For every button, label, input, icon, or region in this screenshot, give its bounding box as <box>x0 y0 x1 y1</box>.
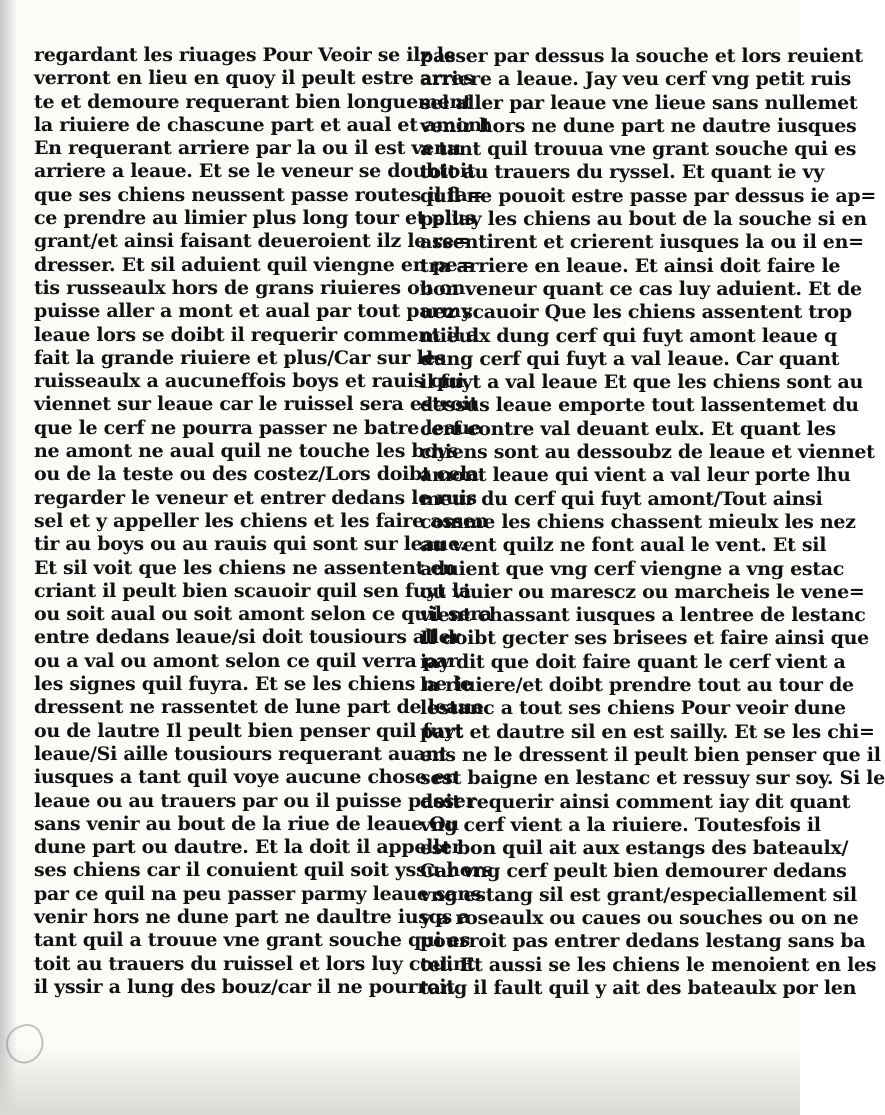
text-line: lestanc a tout ses chiens Pour veoir dune <box>420 697 846 720</box>
text-line: uez scauoir Que les chiens assentent trop <box>420 301 852 324</box>
text-line: sel aller par leaue vne lieue sans nullemet <box>420 91 858 114</box>
text-line: que ses chiens neussent passe routes il fa= <box>34 183 484 206</box>
text-line: criant il peult bien scauoir quil sen fuyt la <box>34 579 471 602</box>
text-line: il fuyt a val leaue Et que les chiens sont au <box>420 371 864 394</box>
text-line: tra arriere en leaue. Et ainsi doit faire le <box>420 254 841 277</box>
text-line: sest baigne en lestanc et ressuy sur soy. Si le <box>420 767 885 790</box>
text-line: regardant les riuages Pour Veoir se ilz le <box>34 44 456 66</box>
text-line: a tant quil trouua vne grant souche qui es <box>420 138 857 161</box>
text-line: vng estang sil est grant/especiallement sil <box>420 883 857 906</box>
text-line: assentirent et crierent iusques la ou il en= <box>420 231 864 254</box>
text-line: pourroit pas entrer dedans lestang sans ba <box>420 930 866 953</box>
text-line: Et sil voit que les chiens ne assentent en <box>34 556 456 579</box>
text-line: que le cerf ne pourra passer ne batre leaue <box>34 416 482 439</box>
text-line: pellay les chiens au bout de la souche si en <box>420 208 867 231</box>
text-line: venir hors ne dune part ne daultre iusqs a <box>34 905 471 928</box>
text-line: dune part ou dautre. Et la doit il appeller <box>34 836 462 859</box>
gutter-shadow <box>0 0 18 1115</box>
text-line: iay dit que doit faire quant le cerf vient a <box>420 650 846 673</box>
text-line: arriere a leaue. Et se le veneur se doubtoit <box>34 160 476 183</box>
text-line: leaue ou au trauers par ou il puisse passer <box>34 789 476 812</box>
text-line: ou a val ou amont selon ce quil verra par <box>34 649 458 672</box>
text-line: Il doibt gecter ses brisees et faire ainsi que <box>420 627 869 650</box>
text-line: cerf contre val deuant eulx. Et quant les <box>420 417 836 440</box>
text-line: amont leaue qui vient a val leur porte lhu <box>420 464 851 487</box>
text-line: toit au trauers du ryssel. Et quant ie vy <box>420 161 825 184</box>
text-line: tir au boys ou au rauis qui sont sur leaue. <box>34 533 467 556</box>
text-line: ruisseaulx a aucuneffois boys et rauis qui <box>34 370 464 393</box>
text-line: entre dedans leaue/si doit tousiours aller <box>34 626 461 649</box>
text-line: verront en lieu en quoy il peult estre arres <box>34 67 474 90</box>
text-line: ens ne le dressent il peult bien penser que il <box>420 743 881 766</box>
text-line: doit requerir ainsi comment iay dit quant <box>420 790 851 813</box>
text-line: mieulx dung cerf qui fuyt amont leaue q <box>420 324 838 347</box>
text-line: fait la grande riuiere et plus/Car sur les <box>34 346 446 369</box>
text-line: leaue lors se doibt il requerir comment il a <box>34 323 479 346</box>
text-line: ou viuier ou marescz ou marcheis le vene= <box>420 580 865 603</box>
text-line: ne amont ne aual quil ne touche les boys <box>34 440 458 463</box>
text-line: puisse aller a mont et aual par tout parmy <box>34 300 472 323</box>
text-line: vng cerf vient a la riuiere. Toutesfois il <box>420 813 821 836</box>
text-line: par ce quil na peu passer parmy leaue sans <box>34 882 482 905</box>
text-line: tant quil a trouue vne grant souche qui es <box>34 929 470 952</box>
text-line: ou soit aual ou soit amont selon ce quil sera <box>34 603 492 626</box>
text-line: ou de la teste ou des costez/Lors doibt cela <box>34 463 479 486</box>
text-line: est bon quil ait aux estangs des bateaulx/ <box>420 837 849 860</box>
text-line: la riuiere/et doibt prendre tout au tour de <box>420 674 854 697</box>
text-line: dung cerf qui fuyt a val leaue. Car quant <box>420 347 840 370</box>
text-line: dessus leaue emporte tout lassentemet du <box>420 394 859 417</box>
text-line: chiens sont au dessoubz de leaue et viennet <box>420 441 875 464</box>
text-line: venir hors ne dune part ne dautre iusques <box>420 114 857 137</box>
text-line: dresser. Et sil aduient quil viengne en pe= <box>34 253 473 276</box>
text-line: sans venir au bout de la riue de leaue Ou <box>34 812 459 835</box>
text-line: quil ne pouoit estre passe par dessus ie ap= <box>420 184 877 207</box>
bottom-shadow <box>0 1045 800 1115</box>
text-line: iusques a tant quil voye aucune chose en <box>34 766 459 789</box>
text-line: Car vng cerf peult bien demourer dedans <box>420 860 847 883</box>
right-text-column <box>420 45 885 1000</box>
text-line: les signes quil fuyra. Et se les chiens ne le <box>34 673 472 696</box>
text-line: au vent quilz ne font aual le vent. Et sil <box>420 534 827 557</box>
text-line: y a roseaulx ou caues ou souches ou on ne <box>420 906 859 929</box>
text-line: ou de lautre Il peult bien penser quil fuyt <box>34 719 464 742</box>
text-line: tel. Et aussi se les chiens le menoient en les <box>420 953 877 976</box>
text-line: ses chiens car il conuient quil soit yssu hors <box>34 859 493 882</box>
text-line: toit au trauers du ruissel et lors luy couint <box>34 952 475 975</box>
text-line: bon veneur quant ce cas luy aduient. Et de <box>420 277 862 300</box>
text-line: vient chassant iusques a lentree de lestanc <box>420 604 866 627</box>
text-line: ce prendre au limier plus long tour et plus <box>34 207 476 230</box>
text-line: tis russeaulx hors de grans riuieres ou on <box>34 276 466 299</box>
text-line: viennet sur leaue car le ruissel sera estroit <box>34 393 478 416</box>
text-line: arriere a leaue. Jay veu cerf vng petit ruis <box>420 68 852 91</box>
text-line: dressent ne rassentet de lune part de leaue <box>34 696 484 719</box>
text-line: comme les chiens chassent mieulx les nez <box>420 510 856 533</box>
text-line: grant/et ainsi faisant deueroient ilz le re= <box>34 230 470 253</box>
text-line: il yssir a lung des bouz/car il ne pourroit <box>34 975 455 998</box>
text-line: part et dautre sil en est sailly. Et se les chi= <box>420 720 875 743</box>
left-text-column <box>34 44 493 999</box>
text-line: passer par dessus la souche et lors reuient <box>420 45 863 67</box>
text-line: leaue/Si aille tousiours requerant auant <box>34 742 448 765</box>
text-line: la riuiere de chascune part et aual et amont <box>34 113 491 136</box>
text-line: En requerant arriere par la ou il est venu <box>34 137 461 160</box>
text-line: regarder le veneur et entrer dedans le ruis <box>34 486 477 509</box>
text-line: tang il fault quil y ait des bateaulx por len <box>420 976 857 999</box>
text-line: meur du cerf qui fuyt amont/Tout ainsi <box>420 487 823 510</box>
text-line: sel et y appeller les chiens et les faire assen <box>34 509 489 532</box>
text-line: aduient que vng cerf viengne a vng estac <box>420 557 845 580</box>
text-line: te et demoure requerant bien longuement <box>34 90 472 113</box>
